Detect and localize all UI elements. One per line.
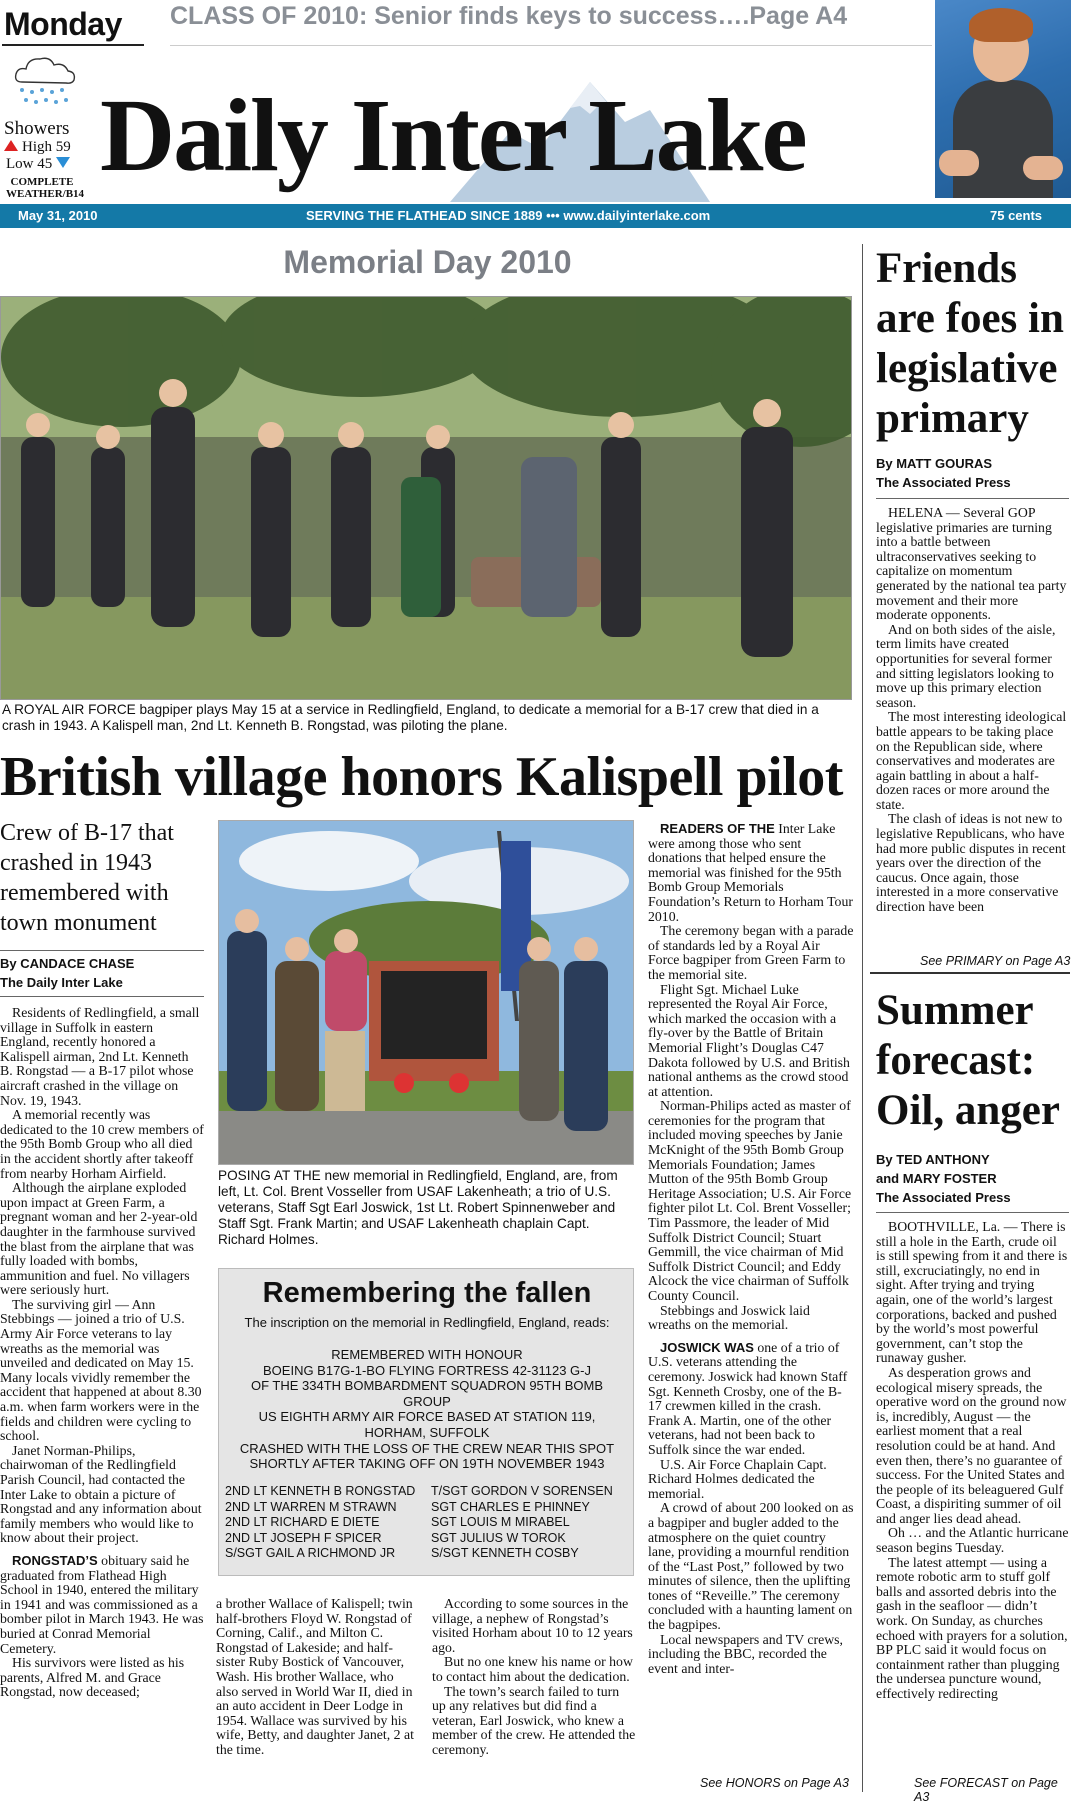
paragraph: a brother Wallace of Kalispell; twin half-brothers Floyd W. Rongstad of Corning, Calif., and Milton C. Rongstad of Lakeside; and half-sister Ruby Bostick of Vancouver, Wash. His brother Wallace, who also served in World War II, died in an auto accident in Deer Lodge in 1954. Wallace was survived by his wife, Betty, and daughter Janet, 2 at the time. — [216, 1596, 414, 1757]
crew-name: T/SGT GORDON V SORENSEN — [431, 1484, 613, 1498]
paragraph: As desperation grows and ecological misery spreads, the operative word on the ground now is, incredibly, August — the earliest moment that a real resolution could be at hand. And even then, there’s no guarantee of success. For the United States and the people of its beleaguered Gulf Coast, a dispiriting summer of oil and anger lies dead ahead. — [876, 1364, 1067, 1526]
subheadline: Crew of B-17 that crashed in 1943 remembered with town monument — [0, 820, 174, 936]
price: 75 cents — [990, 208, 1043, 223]
byline-org: The Daily Inter Lake — [0, 975, 123, 990]
ceremony-photo[interactable] — [0, 296, 852, 700]
paragraph: According to some sources in the village, a nephew of Rongstad’s visited Horham about 10 to 12 years ago. — [432, 1596, 633, 1655]
paragraph-text: Inter Lake were among those who sent donations that helped ensure the memorial was finished for the 95th Bomb Group Memorials Foundation’s Return to Horham Tour 2010. — [648, 821, 853, 924]
article-column — [648, 822, 854, 1676]
weather-low — [6, 156, 70, 173]
names-column — [225, 1484, 425, 1562]
arrow-down-icon — [56, 157, 70, 168]
low-temp: Low 45 — [6, 156, 53, 172]
box-title: Remembering the fallen — [262, 1277, 592, 1309]
article-column — [876, 1220, 1069, 1702]
rail-headline[interactable]: Summer forecast: Oil, anger — [876, 987, 1060, 1134]
box-intro: The inscription on the memorial in Redlingfield, England, reads: — [244, 1315, 610, 1330]
lead-in: READERS OF THE — [660, 821, 775, 836]
divider — [870, 972, 1070, 974]
inscription — [227, 1347, 627, 1472]
main-headline[interactable]: British village honors Kalispell pilot — [0, 746, 843, 808]
paragraph-text: obituary said he graduated from Flathead High School in 1940, entered the military in 1941 and was commissioned as a bomber pilot in March 1943. He was buried at Conrad Memorial Cemetery. — [0, 1552, 204, 1656]
paragraph: But no one knew his name or how to contact him about the dedication. — [432, 1654, 633, 1684]
column-rule — [862, 244, 863, 1792]
crew-name: S/SGT KENNETH COSBY — [431, 1546, 579, 1561]
divider — [876, 498, 1069, 499]
complete-weather-link[interactable]: COMPLETE WEATHER/B14 — [6, 176, 85, 200]
byline-name: By CANDACE CHASE — [0, 956, 135, 971]
byline — [876, 1150, 1011, 1207]
divider — [2, 44, 144, 46]
names-column — [431, 1484, 631, 1562]
paragraph-text: one of a trio of U.S. veterans attending the ceremony. Joswick had known Staff Sgt. Kenneth Crosby, one of the B-17 crewmen killed in the crash. Frank A. Martin, one of the other veterans, had not been back to Suffolk since the war ended. — [648, 1339, 848, 1457]
paragraph: Flight Sgt. Michael Luke represented the Royal Air Force, which marked the occasion with a fly-over by the Battle of Britain Memorial Flight’s Douglas C47 Dakota followed by U.S. and British national anthems as the crowd stood at attention. — [648, 981, 850, 1099]
byline-org: The Associated Press — [876, 475, 1011, 490]
crew-name: 2ND LT WARREN M STRAWN — [225, 1499, 397, 1514]
crew-name: 2ND LT KENNETH B RONGSTAD — [225, 1484, 416, 1498]
paragraph: And on both sides of the aisle, term limits have created opportunities for several former and sitting legislators looking to move up this primary election season. — [876, 621, 1056, 710]
byline — [876, 454, 1011, 492]
weekday-label: Monday — [4, 6, 122, 42]
inscription-line: REMEMBERED WITH HONOUR — [331, 1347, 523, 1362]
article-column — [876, 506, 1069, 915]
byline-org: The Associated Press — [876, 1190, 1011, 1205]
lead-in: JOSWICK WAS — [660, 1339, 754, 1355]
high-temp: High 59 — [22, 139, 71, 155]
crew-name: 2ND LT JOSEPH F SPICER — [225, 1530, 382, 1545]
divider — [0, 950, 204, 951]
date-bar — [0, 204, 1071, 228]
divider — [876, 1212, 1069, 1213]
section-heading: Memorial Day 2010 — [283, 244, 572, 280]
article-column — [432, 1597, 636, 1758]
arrow-up-icon — [4, 140, 18, 151]
issue-date: May 31, 2010 — [18, 208, 98, 223]
paragraph: The most interesting ideological battle appears to be taking place on the Republican side, where conservatives and moderates are again battling in about a half-dozen races or more around the state. — [876, 709, 1067, 812]
inscription-line: US EIGHTH ARMY AIR FORCE BASED AT STATION 119, HORHAM, SUFFOLK — [258, 1409, 596, 1440]
paragraph: Janet Norman-Philips, chairwoman of the Redlingfield Parish Council, had contacted the Inter Lake to obtain a picture of Rongstad and any information about family members who would like to know about their project. — [0, 1442, 202, 1546]
paragraph: Although the airplane exploded upon impact at Green Farm, a pregnant woman and her 2-year-old daughter in the farmhouse survived the blast from the airplane that was fully loaded with bombs, ammunition and fuel. No villagers were seriously hurt. — [0, 1180, 198, 1298]
paragraph — [648, 822, 854, 924]
teaser-headline[interactable]: CLASS OF 2010: Senior finds keys to success….Page A4 — [170, 0, 932, 46]
article-column — [0, 1006, 204, 1700]
paragraph: HELENA — Several GOP legislative primaries are turning into a battle between ultraconservatives seeking to capitalize on momentum generated by the national tea party movement and their more moderate opponents. — [876, 505, 1067, 623]
cloud-rain-icon — [10, 50, 80, 114]
weather-high — [4, 139, 71, 156]
crew-name: S/SGT GAIL A RICHMOND JR — [225, 1546, 396, 1561]
paragraph: The clash of ideas is not new to legislative Republicans, who have had more public disputes in recent years over the direction of the caucus. Once again, those interested in a more conservative direction have been — [876, 811, 1066, 915]
article-column — [216, 1597, 416, 1758]
jump-link[interactable]: See PRIMARY on Page A3 — [920, 954, 1071, 968]
photo-caption: A ROYAL AIR FORCE bagpiper plays May 15 at a service in Redlingfield, England, to dedicate a memorial for a B-17 crew that died in a crash in 1943. A Kalispell man, 2nd Lt. Kenneth B. Rongstad, was piloting the plane. — [2, 702, 819, 733]
rail-headline[interactable]: Friends are foes in legislative primary — [876, 245, 1064, 442]
paragraph: The latest attempt — using a remote robotic arm to stuff golf balls and assorted debris into the gash in the seafloor — didn’t work. On Sunday, as churches echoed with prayers for a solution, BP PLC said it would focus on containment rather than plugging the undersea puncture wound, effectively redirecting — [876, 1554, 1068, 1701]
fallen-box — [218, 1268, 634, 1576]
inscription-line: BOEING B17G-1-BO FLYING FORTRESS 42-31123 G-J — [263, 1362, 591, 1378]
byline-name: and MARY FOSTER — [876, 1171, 997, 1186]
paragraph: The surviving girl — Ann Stebbings — joined a trio of U.S. Army Air Force veterans to lay wreaths as the memorial was unveiled and dedicated on May 15. Many locals vividly remember the accident that happened at about 8.30 a.m. when farm workers were in the fields and children were cycling to school. — [0, 1296, 202, 1444]
jump-link[interactable]: See FORECAST on Page A3 — [914, 1776, 1058, 1804]
teaser-photo[interactable] — [935, 0, 1071, 198]
lead-in: RONGSTAD’S — [12, 1552, 98, 1568]
divider — [0, 996, 204, 997]
paragraph: BOOTHVILLE, La. — There is still a hole in the Earth, crude oil is still spewing from it and there is still, excruciatingly, no end in sight. After trying and trying again, one of the world’s largest corporations, backed and pushed by the world’s most powerful government, can’t stop the runaway gusher. — [876, 1219, 1068, 1366]
paragraph: A memorial recently was dedicated to the 10 crew members of the 95th Bomb Group who all died in the accident shortly after takeoff from nearby Horham Airfield. — [0, 1107, 204, 1181]
paragraph — [648, 1341, 854, 1458]
inscription-line: CRASHED WITH THE LOSS OF THE CREW NEAR THIS SPOT SHORTLY AFTER TAKING OFF ON 19TH NOVEMBER 1943 — [239, 1440, 615, 1472]
paragraph: Norman-Philips acted as master of ceremonies for the program that included moving speeches by Janie McKnight of the 95th Bomb Group Memorials Foundation; James Mutton of the 95th Bomb Group Heritage Association; U.S. Air Force fighter pilot Lt. Col. Brent Vosseller; Tim Passmore, the leader of Mid Suffolk District Council; Stuart Gemmill, the vice chairman of Mid Suffolk District Council; and Eddy Alcock the vice chairman of Suffolk County Council. — [648, 1098, 852, 1303]
crew-name: 2ND LT RICHARD E DIETE — [225, 1515, 380, 1530]
paragraph: Stebbings and Joswick laid wreaths on the memorial. — [648, 1302, 810, 1333]
memorial-photo[interactable] — [218, 820, 634, 1165]
paragraph — [0, 1554, 204, 1656]
jump-link[interactable]: See HONORS on Page A3 — [700, 1776, 849, 1790]
byline-name: By TED ANTHONY — [876, 1152, 990, 1167]
crew-name: SGT CHARLES E PHINNEY — [431, 1499, 590, 1514]
byline-name: By MATT GOURAS — [876, 456, 993, 471]
paragraph: The ceremony began with a parade of standards led by a Royal Air Force bagpiper from Green Farm to the memorial site. — [648, 923, 854, 982]
paragraph: U.S. Air Force Chaplain Capt. Richard Holmes dedicated the memorial. — [648, 1456, 827, 1501]
paragraph: The town’s search failed to turn up any relatives but did find a veteran, Earl Joswick, who knew a member of the crew. He attended the ceremony. — [432, 1683, 636, 1757]
paragraph: Residents of Redlingfield, a small village in Suffolk in eastern England, recently honored a Kalispell airman, 2nd Lt. Kenneth B. Rongstad — a B-17 pilot whose aircraft crashed in the village on Nov. 19, 1943. — [0, 1005, 200, 1108]
crew-name: SGT LOUIS M MIRABEL — [431, 1515, 570, 1530]
paragraph: A crowd of about 200 looked on as a bagpiper and bugler added to the atmosphere on the quiet country lane, providing a mournful rendition of the “Last Post,” followed by two minutes of silence, then the uplifting tones of “Reveille.” The ceremony concluded with a haunting lament on the bagpipes. — [648, 1500, 854, 1633]
paragraph: Local newspapers and TV crews, including the BBC, recorded the event and inter- — [648, 1631, 844, 1676]
crew-name: SGT JULIUS W TOROK — [431, 1530, 566, 1545]
byline — [0, 954, 134, 992]
paragraph: His survivors were listed as his parents, Alfred M. and Grace Rongstad, now deceased; — [0, 1655, 185, 1700]
weather-label: Showers — [4, 118, 70, 139]
inscription-line: OF THE 334TH BOMBARDMENT SQUADRON 95TH BOMB GROUP — [250, 1378, 604, 1409]
serving-line: SERVING THE FLATHEAD SINCE 1889 ••• www.dailyinterlake.com — [306, 208, 711, 223]
paragraph: Oh … and the Atlantic hurricane season begins Tuesday. — [876, 1525, 1069, 1556]
nameplate: Daily Inter Lake — [100, 78, 806, 193]
photo-caption: POSING AT THE new memorial in Redlingfield, England, are, from left, Lt. Col. Brent Vosseller from USAF Lakenheath; a trio of U.S. veterans, Staff Sgt Earl Joswick, 1st Lt. Robert Spinnenweber and Staff Sgt. Frank Martin; and USAF Lakenheath chaplain Capt. Richard Holmes. — [218, 1168, 618, 1247]
